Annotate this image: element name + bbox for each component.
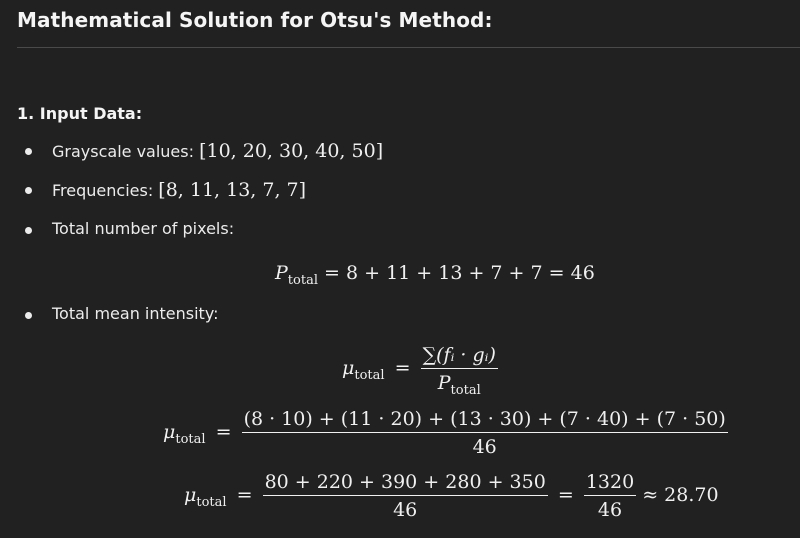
- equation-mu-expanded: $\mu_{total}$ = $\frac{(8 \cdot 10) + (11 \cdot 20) + (13 \cdot 30) + (7 \cdot 40) + (7 \cdot 50)}{46}$: [163, 408, 726, 458]
- section-heading: 1. Input Data:: [17, 104, 143, 123]
- fraction: $\frac{(8 \cdot 10) + (11 \cdot 20) + (13 \cdot 30) + (7 \cdot 40) + (7 \cdot 50)}{46}$: [243, 408, 726, 458]
- bullet-dot: [25, 187, 32, 194]
- equation-p-total: $P_{total} = 8 + 11 + 13 + 7 + 7 = 46$: [275, 262, 595, 288]
- frequencies-label: Frequencies:: [52, 181, 159, 200]
- grayscale-values: [10, 20, 30, 40, 50]: [199, 140, 384, 162]
- bullet-dot: [25, 312, 32, 319]
- bullet-dot: [25, 227, 32, 234]
- grayscale-label: Grayscale values:: [52, 142, 200, 161]
- fraction: $\frac{1320}{46}$: [585, 471, 635, 521]
- list-item-frequencies: [52, 179, 306, 201]
- list-item-grayscale: [52, 140, 383, 162]
- document: [17, 0, 800, 538]
- bullet-dot: [25, 148, 32, 155]
- page-title: Mathematical Solution for Otsu's Method:: [17, 8, 493, 32]
- total-mean-label: Total mean intensity:: [52, 304, 219, 323]
- equation-mu-definition: $\mu_{total}$ = $\frac{\text{∑(fᵢ · gᵢ)}}{P_{total}}$: [342, 344, 496, 398]
- frequencies-values: [8, 11, 13, 7, 7]: [158, 179, 307, 201]
- divider: [17, 47, 800, 48]
- equation-mu-result: $\mu_{total}$ = $\frac{80 + 220 + 390 + 280 + 350}{46}$ = $\frac{1320}{46}$ ≈ 28.70: [184, 471, 719, 521]
- fraction: $\frac{\text{∑(fᵢ · gᵢ)}}{P_{total}}$: [422, 344, 496, 398]
- total-pixels-label: Total number of pixels:: [52, 219, 235, 238]
- fraction: $\frac{80 + 220 + 390 + 280 + 350}{46}$: [264, 471, 546, 521]
